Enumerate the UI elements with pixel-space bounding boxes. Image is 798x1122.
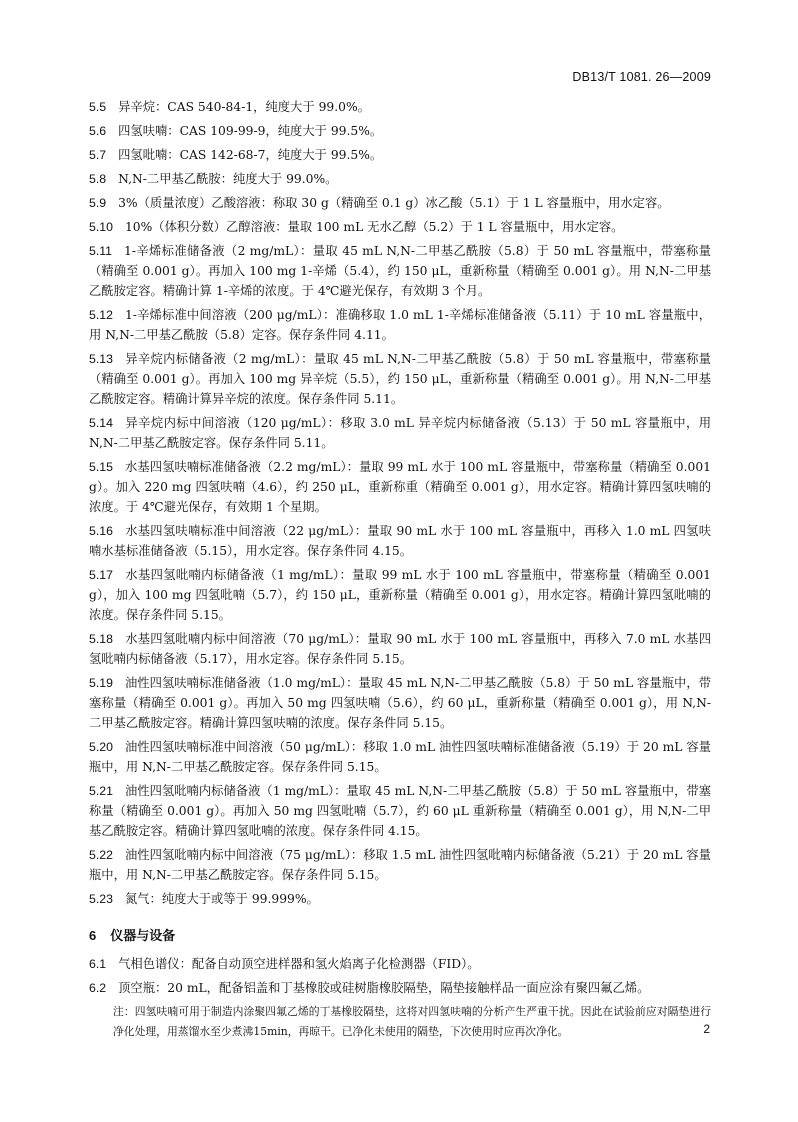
clause-number: 5.7: [89, 148, 107, 162]
clause-text: 3%（质量浓度）乙酸溶液：称取 30 g（精确至 0.1 g）冰乙酸（5.1）于 1 L 容量瓶中，用水定容。: [118, 196, 670, 210]
clause-number: 5.16: [89, 524, 113, 538]
clause-number: 5.13: [89, 352, 113, 366]
reagent-item: [89, 121, 711, 141]
section-title: 仪器与设备: [110, 929, 176, 944]
clause-text: 油性四氢吡喃内标中间溶液（75 μg/mL）：移取 1.5 mL 油性四氢吡喃内标储备液（5.21）于 20 mL 容量瓶中，用 N,N-二甲基乙酰胺定容。保存条件同 5.15。: [89, 848, 711, 882]
clause-number: 5.12: [89, 308, 113, 322]
clause-number: 5.23: [89, 892, 113, 906]
reagent-item: [89, 889, 711, 909]
reagent-item: [89, 737, 711, 777]
clause-text: 油性四氢吡喃内标储备液（1 mg/mL）：量取 45 mL N,N-二甲基乙酰胺（5.8）于 50 mL 容量瓶中，带塞称量（精确至 0.001 g）。再加入 50 mg 四氢吡喃（5.7），约 60 μL 重新称量（精确至 0.001 g），用 N,N-二甲基乙酰胺定容。精确计算四氢吡喃的浓度。保存条件同 4.15。: [89, 784, 711, 838]
clause-number: 5.14: [89, 416, 113, 430]
clause-number: 5.15: [89, 460, 113, 474]
clause-text: 四氢吡喃：CAS 142-68-7，纯度大于 99.5%。: [118, 148, 383, 162]
clause-number: 5.21: [89, 784, 113, 798]
clause-text: 异辛烷内标中间溶液（120 μg/mL）：移取 3.0 mL 异辛烷内标储备液（5.13）于 50 mL 容量瓶中，用 N,N-二甲基乙酰胺定容。保存条件同 5.11。: [89, 416, 711, 450]
reagent-item: [89, 521, 711, 561]
section-heading: [89, 925, 711, 944]
clause-text: 1-辛烯标准储备液（2 mg/mL）：量取 45 mL N,N-二甲基乙酰胺（5.8）于 50 mL 容量瓶中，带塞称量（精确至 0.001 g）。再加入 100 mg 1-辛烯（5.4），约 150 μL，重新称量（精确至 0.001 g）。用 N,N-二甲基乙酰胺定容。精确计算 1-辛烯的浓度。于 4℃避光保存，有效期 3 个月。: [89, 244, 711, 298]
reagent-item: [89, 457, 711, 517]
clause-text: 水基四氢吡喃内标储备液（1 mg/mL）：量取 99 mL 水于 100 mL 容量瓶中，带塞称量（精确至 0.001 g），加入 100 mg 四氢吡喃（5.7），约 150 μL，重新称量（精确至 0.001 g），用水定容。精确计算四氢吡喃的浓度。保存条件同 5.15。: [89, 568, 711, 622]
clause-text: 顶空瓶：20 mL，配备铝盖和丁基橡胶或硅树脂橡胶隔垫，隔垫接触样品一面应涂有聚四氟乙烯。: [118, 981, 650, 995]
reagent-item: [89, 413, 711, 453]
clause-number: 5.8: [89, 172, 107, 186]
equipment-item: [89, 954, 711, 974]
reagent-item: [89, 217, 711, 237]
reagent-item: [89, 349, 711, 409]
reagent-item: [89, 241, 711, 301]
clause-text: 气相色谱仪：配备自动顶空进样器和氢火焰离子化检测器（FID）。: [118, 957, 480, 971]
reagent-item: [89, 845, 711, 885]
clause-number: 5.18: [89, 632, 113, 646]
equipment-item: [89, 978, 711, 998]
clause-number: 5.5: [89, 100, 107, 114]
clause-text: N,N-二甲基乙酰胺：纯度大于 99.0%。: [118, 172, 338, 186]
clause-text: 异辛烷：CAS 540-84-1，纯度大于 99.0%。: [118, 100, 370, 114]
clause-number: 5.22: [89, 848, 113, 862]
clause-text: 四氢呋喃：CAS 109-99-9，纯度大于 99.5%。: [118, 124, 383, 138]
reagent-item: [89, 673, 711, 733]
note: 注：四氢呋喃可用于制造内涂聚四氟乙烯的丁基橡胶隔垫，这将对四氢呋喃的分析产生严重干扰。因此在试验前应对隔垫进行净化处理，用蒸馏水至少煮沸15min，再晾干。已净化未使用的隔垫，下次使用时应再次净化。: [113, 1005, 711, 1038]
reagent-item: [89, 629, 711, 669]
page-number: 2: [703, 1022, 710, 1036]
page-body: [89, 97, 711, 1042]
clause-number: 5.9: [89, 196, 107, 210]
clause-number: 5.6: [89, 124, 107, 138]
reagent-item: [89, 145, 711, 165]
clause-number: 5.20: [89, 740, 113, 754]
clause-text: 水基四氢呋喃标准储备液（2.2 mg/mL）：量取 99 mL 水于 100 mL 容量瓶中，带塞称量（精确至 0.001 g）。加入 220 mg 四氢呋喃（4.6），约 250 μL，重新称重（精确至 0.001 g），用水定容。精确计算四氢呋喃的浓度。于 4℃避光保存，有效期 1 个星期。: [89, 460, 711, 514]
clause-text: 10%（体积分数）乙醇溶液：量取 100 mL 无水乙醇（5.2）于 1 L 容量瓶中，用水定容。: [124, 220, 624, 234]
clause-text: 水基四氢吡喃内标中间溶液（70 μg/mL）：量取 90 mL 水于 100 mL 容量瓶中，再移入 7.0 mL 水基四氢吡喃内标储备液（5.17），用水定容。保存条件同 5.15。: [89, 632, 711, 666]
document-code: DB13/T 1081. 26—2009: [572, 70, 711, 84]
clause-number: 6.2: [89, 981, 107, 995]
clause-text: 1-辛烯标准中间溶液（200 μg/mL）：准确移取 1.0 mL 1-辛烯标准储备液（5.11）于 10 mL 容量瓶中，用 N,N-二甲基乙酰胺（5.8）定容。保存条件同 4.11。: [89, 308, 711, 342]
reagent-list: [89, 97, 711, 909]
section-number: 6: [89, 928, 97, 943]
reagent-item: [89, 97, 711, 117]
reagent-item: [89, 193, 711, 213]
clause-number: 6.1: [89, 957, 107, 971]
clause-number: 5.10: [89, 220, 113, 234]
reagent-item: [89, 781, 711, 841]
clause-text: 氮气：纯度大于或等于 99.999%。: [124, 892, 319, 906]
clause-number: 5.11: [89, 244, 113, 258]
reagent-item: [89, 565, 711, 625]
clause-text: 油性四氢呋喃标准储备液（1.0 mg/mL）：量取 45 mL N,N-二甲基乙酰胺（5.8）于 50 mL 容量瓶中，带塞称量（精确至 0.001 g）。再加入 50 mg 四氢呋喃（5.6），约 60 μL，重新称量（精确至 0.001 g），用 N,N-二甲基乙酰胺定容。精确计算四氢呋喃的浓度。保存条件同 5.15。: [89, 676, 711, 730]
clause-text: 异辛烷内标储备液（2 mg/mL）：量取 45 mL N,N-二甲基乙酰胺（5.8）于 50 mL 容量瓶中，带塞称量（精确至 0.001 g）。再加入 100 mg 异辛烷（5.5），约 150 μL，重新称量（精确至 0.001 g）。用 N,N-二甲基乙酰胺定容。精确计算异辛烷的浓度。保存条件同 5.11。: [89, 352, 711, 406]
clause-number: 5.19: [89, 676, 113, 690]
reagent-item: [89, 169, 711, 189]
clause-text: 水基四氢呋喃标准中间溶液（22 μg/mL）：量取 90 mL 水于 100 mL 容量瓶中，再移入 1.0 mL 四氢呋喃水基标准储备液（5.15），用水定容。保存条件同 4.15。: [89, 524, 711, 558]
clause-text: 油性四氢呋喃标准中间溶液（50 μg/mL）：移取 1.0 mL 油性四氢呋喃标准储备液（5.19）于 20 mL 容量瓶中，用 N,N-二甲基乙酰胺定容。保存条件同 5.15。: [89, 740, 711, 774]
reagent-item: [89, 305, 711, 345]
clause-number: 5.17: [89, 568, 113, 582]
